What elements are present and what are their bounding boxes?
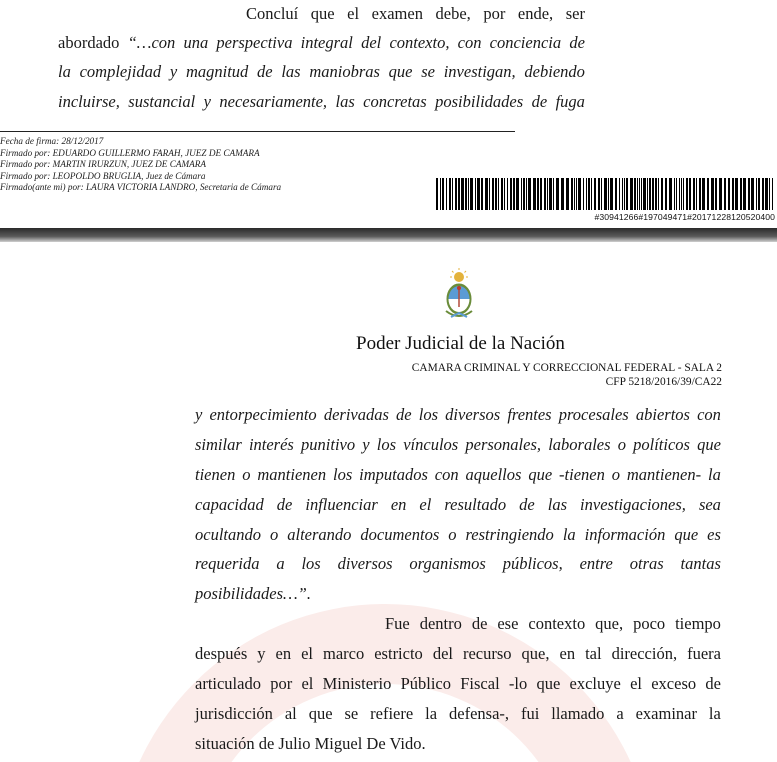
word: la	[58, 62, 71, 81]
barcode-bar	[707, 178, 709, 210]
barcode-bar	[735, 178, 738, 210]
word: laborales	[548, 435, 611, 454]
word: en	[275, 644, 292, 663]
signature-separator	[0, 131, 515, 132]
barcode-bar	[475, 178, 476, 210]
word: investigan,	[443, 62, 516, 81]
quote-line-5	[195, 525, 721, 545]
barcode-bar	[669, 178, 672, 210]
barcode-bar	[649, 178, 651, 210]
word: aquellos	[465, 465, 522, 484]
signature-farah: Firmado por: EDUARDO GUILLERMO FARAH, JUEZ DE CAMARA	[0, 147, 260, 158]
word: en	[559, 644, 576, 663]
word: influenciar	[305, 495, 378, 514]
word: públicos,	[502, 554, 563, 573]
word: con	[434, 465, 459, 484]
barcode-bar	[440, 178, 441, 210]
barcode-bar	[492, 178, 494, 210]
barcode-bar	[470, 178, 473, 210]
word: las	[281, 62, 301, 81]
barcode-bar	[571, 178, 573, 210]
word: a	[616, 704, 624, 723]
barcode-bar	[758, 178, 760, 210]
word: por	[483, 4, 506, 23]
word: ende,	[517, 4, 554, 23]
word: fuga	[555, 92, 585, 111]
word: el	[347, 4, 360, 23]
word: la	[708, 465, 721, 484]
word: de	[276, 495, 293, 514]
signature-block	[0, 136, 281, 194]
barcode-bar	[561, 178, 564, 210]
word: frentes	[507, 405, 552, 424]
barcode-bar	[728, 178, 730, 210]
word: información	[584, 525, 666, 544]
word: una	[183, 33, 209, 52]
barcode-bar	[719, 178, 722, 210]
word: incluirse,	[58, 92, 120, 111]
word: mantienen-	[626, 465, 702, 484]
barcode-bar	[446, 178, 447, 210]
barcode-bar	[665, 178, 667, 210]
barcode-bar	[501, 178, 503, 210]
barcode-bar	[540, 178, 542, 210]
word: refiere	[370, 704, 414, 723]
quote-line-2	[195, 435, 721, 455]
word: tienen	[195, 465, 236, 484]
barcode-bar	[465, 178, 467, 210]
barcode-bar	[528, 178, 531, 210]
barcode-bar	[601, 178, 602, 210]
barcode-bar	[576, 178, 577, 210]
word: tal	[585, 644, 602, 663]
word: ocultando	[195, 525, 261, 544]
word: con	[697, 405, 721, 424]
word: al	[284, 704, 297, 723]
barcode-bar	[574, 178, 575, 210]
word: de	[471, 614, 488, 633]
barcode-bar	[544, 178, 546, 210]
barcode-bar	[711, 178, 714, 210]
word: llamado	[551, 704, 605, 723]
word: el	[301, 674, 314, 693]
barcode-bar	[588, 178, 590, 210]
word: investigaciones,	[580, 495, 686, 514]
barcode-number: #30941266#197049471#20171228120520400	[594, 212, 775, 222]
barcode-bar	[526, 178, 527, 210]
page1-line-2	[58, 33, 585, 53]
word: las	[335, 92, 355, 111]
barcode-bar	[772, 178, 773, 210]
word: Público	[400, 674, 451, 693]
word: o	[270, 525, 279, 544]
quote-line-1	[195, 405, 721, 425]
word: contexto	[528, 614, 586, 633]
barcode-bar	[643, 178, 646, 210]
barcode-bar	[762, 178, 764, 210]
barcode-bar	[715, 178, 717, 210]
word: dentro	[419, 614, 462, 633]
word: y	[195, 405, 203, 424]
word: contexto,	[389, 33, 450, 52]
barcode-bar	[578, 178, 581, 210]
word: complejidad	[79, 62, 162, 81]
word: -tienen	[559, 465, 605, 484]
paragraph-line-1	[385, 614, 721, 634]
barcode-image	[436, 178, 775, 210]
word: los	[418, 405, 439, 424]
word: articulado	[195, 674, 261, 693]
barcode-bar	[769, 178, 770, 210]
word: sea	[698, 495, 721, 514]
word: y	[257, 644, 266, 663]
word: la	[425, 704, 438, 723]
barcode-bar	[630, 178, 633, 210]
word: mantienen	[257, 465, 327, 484]
word: las	[547, 495, 568, 514]
barcode-bar	[652, 178, 654, 210]
word: los	[332, 465, 353, 484]
word: recurso	[462, 644, 512, 663]
barcode-bar	[477, 178, 480, 210]
word: diversos	[445, 405, 501, 424]
word: examen	[371, 4, 423, 23]
word: que	[536, 674, 561, 693]
word: que,	[521, 644, 550, 663]
barcode-bar	[686, 178, 688, 210]
page1-line-1	[246, 4, 585, 24]
barcode-bar	[442, 178, 444, 210]
barcode-bar	[724, 178, 726, 210]
word: debe,	[435, 4, 471, 23]
word: y	[169, 62, 178, 81]
barcode-bar	[661, 178, 663, 210]
word: el	[301, 644, 313, 663]
word: los	[376, 435, 397, 454]
barcode-bar	[674, 178, 675, 210]
word: interés	[248, 435, 294, 454]
barcode-bar	[624, 178, 625, 210]
word: entorpecimiento	[209, 405, 317, 424]
barcode-bar	[615, 178, 617, 210]
word: políticos	[633, 435, 690, 454]
barcode-bar	[634, 178, 636, 210]
barcode-bar	[516, 178, 519, 210]
word: de	[569, 33, 585, 52]
barcode-bar	[647, 178, 648, 210]
barcode-bar	[553, 178, 554, 210]
barcode-bar	[696, 178, 697, 210]
word: personales,	[465, 435, 542, 454]
word: de	[519, 495, 535, 514]
case-number: CFP 5218/2016/39/CA22	[605, 375, 722, 388]
word: fui	[520, 704, 540, 723]
word: o	[448, 525, 457, 544]
barcode-bar	[537, 178, 539, 210]
word: estricto	[374, 644, 423, 663]
word: que	[308, 704, 333, 723]
word: después	[195, 644, 248, 663]
barcode-bar	[594, 178, 596, 210]
word: exceso	[651, 674, 697, 693]
barcode-bar	[547, 178, 548, 210]
barcode-bar	[598, 178, 600, 210]
word: ese	[497, 614, 519, 633]
barcode-bar	[751, 178, 754, 210]
word: de	[531, 92, 548, 111]
word: alterando	[287, 525, 352, 544]
word: imputados	[359, 465, 428, 484]
word: Ministerio	[322, 674, 392, 693]
barcode-bar	[504, 178, 505, 210]
word: Fue	[385, 614, 410, 633]
word: es	[707, 525, 721, 544]
word: por	[270, 674, 293, 693]
barcode-bar	[485, 178, 488, 210]
word: capacidad	[195, 495, 264, 514]
barcode-bar	[591, 178, 592, 210]
barcode-bar	[455, 178, 457, 210]
signature-bruglia: Firmado por: LEOPOLDO BRUGLIA, Juez de Cámara	[0, 170, 206, 181]
word: en	[390, 495, 407, 514]
word: abiertos	[635, 405, 690, 424]
page1-line-3	[58, 62, 585, 82]
barcode-bar	[619, 178, 620, 210]
signature-irurzun: Firmado por: MARTIN IRURZUN, JUEZ DE CAMARA	[0, 159, 206, 170]
barcode-bar	[740, 178, 742, 210]
paragraph-line-3	[195, 674, 721, 694]
word: punitivo	[301, 435, 356, 454]
page1-line-4	[58, 92, 585, 112]
barcode-bar	[481, 178, 483, 210]
word: similar	[195, 435, 242, 454]
word: los	[301, 554, 321, 573]
quote-line-7: posibilidades…”.	[195, 584, 311, 603]
word: “…con	[127, 33, 176, 52]
barcode-bar	[756, 178, 757, 210]
word: y	[203, 92, 211, 111]
organization-heading: Poder Judicial de la Nación	[356, 333, 565, 354]
barcode-bar	[449, 178, 451, 210]
barcode-bar	[507, 178, 508, 210]
word: Fiscal	[460, 674, 500, 693]
barcode-bar	[693, 178, 695, 210]
barcode-bar	[655, 178, 657, 210]
word: documentos	[360, 525, 440, 544]
word: debiendo	[524, 62, 585, 81]
page-2-fragment	[0, 242, 777, 762]
word: dirección,	[611, 644, 678, 663]
word: poco	[633, 614, 666, 633]
barcode-bar	[495, 178, 497, 210]
word: examinar	[635, 704, 697, 723]
barcode-bar	[510, 178, 512, 210]
word: a	[276, 554, 285, 573]
word: marco	[323, 644, 365, 663]
word: que	[697, 435, 721, 454]
word: fuera	[687, 644, 721, 663]
barcode-bar	[732, 178, 734, 210]
quote-line-6	[195, 554, 721, 574]
word: la	[708, 704, 721, 723]
word: o	[242, 465, 251, 484]
word: jurisdicción	[195, 704, 273, 723]
word: concretas	[363, 92, 427, 111]
word: tantas	[680, 554, 721, 573]
word: tiempo	[675, 614, 721, 633]
word: de	[705, 674, 721, 693]
barcode-bar	[513, 178, 515, 210]
barcode-bar	[676, 178, 677, 210]
barcode-bar	[461, 178, 464, 210]
barcode-bar	[452, 178, 453, 210]
quote-line-3	[195, 465, 721, 485]
barcode-bar	[683, 178, 684, 210]
barcode-bar	[604, 178, 607, 210]
word: la	[562, 525, 576, 544]
word: perspectiva	[216, 33, 293, 52]
word: restringiendo	[465, 525, 554, 544]
barcode-bar	[523, 178, 525, 210]
barcode-bar	[521, 178, 522, 210]
barcode-bar	[689, 178, 691, 210]
barcode-bar	[489, 178, 490, 210]
word: que,	[595, 614, 624, 633]
barcode-bar	[765, 178, 768, 210]
word: vínculos	[403, 435, 459, 454]
word: organismos	[409, 554, 486, 573]
page-1-fragment	[0, 0, 777, 228]
word: excluye	[569, 674, 621, 693]
barcode-bar	[681, 178, 682, 210]
barcode-bar	[610, 178, 613, 210]
word: requerida	[195, 554, 260, 573]
barcode-bar	[608, 178, 609, 210]
paragraph-line-4	[195, 704, 721, 724]
barcode-bar	[458, 178, 460, 210]
barcode-bar	[658, 178, 659, 210]
word: entre	[579, 554, 613, 573]
barcode-bar	[549, 178, 552, 210]
paragraph-line-2	[195, 644, 721, 664]
word: que	[528, 465, 553, 484]
word: el	[419, 495, 432, 514]
word: que	[388, 62, 413, 81]
word: ser	[565, 4, 585, 23]
word: o	[617, 435, 626, 454]
barcode-bar	[622, 178, 623, 210]
barcode-bar	[743, 178, 746, 210]
barcode-bar	[748, 178, 750, 210]
word: diversos	[337, 554, 393, 573]
word: el	[630, 674, 642, 693]
word: Concluí	[246, 4, 299, 23]
word: del	[432, 644, 453, 663]
word: maniobras	[309, 62, 380, 81]
barcode-bar	[699, 178, 701, 210]
barcode-bar	[702, 178, 705, 210]
barcode-bar	[586, 178, 587, 210]
word: necesariamente,	[219, 92, 328, 111]
barcode-bar	[533, 178, 536, 210]
court-header	[412, 362, 722, 389]
word: integral	[300, 33, 353, 52]
word: defensa-,	[449, 704, 510, 723]
barcode-bar	[498, 178, 499, 210]
word: -lo	[508, 674, 528, 693]
paragraph-line-5: situación de Julio Miguel De Vido.	[195, 734, 426, 753]
barcode-bar	[583, 178, 584, 210]
barcode-bar	[468, 178, 469, 210]
quote-line-4	[195, 495, 721, 515]
signature-date: Fecha de firma: 28/12/2017	[0, 136, 104, 146]
page-break-shadow	[0, 228, 777, 242]
word: sustancial	[128, 92, 196, 111]
word: conciencia	[489, 33, 562, 52]
barcode-bar	[556, 178, 559, 210]
word: o	[611, 465, 620, 484]
barcode-bar	[641, 178, 642, 210]
word: que	[310, 4, 335, 23]
word: procesales	[558, 405, 629, 424]
barcode-bar	[436, 178, 438, 210]
word: se	[421, 62, 435, 81]
word: del	[361, 33, 382, 52]
word: y	[362, 435, 370, 454]
word: otras	[629, 554, 664, 573]
word: magnitud	[185, 62, 249, 81]
word: que	[674, 525, 699, 544]
barcode-bar	[679, 178, 680, 210]
word: de	[396, 405, 412, 424]
signature-landro: Firmado(ante mi) por: LAURA VICTORIA LANDRO, Secretaria de Cámara	[0, 182, 282, 193]
national-coat-of-arms-icon	[438, 267, 480, 327]
barcode-bar	[626, 178, 628, 210]
word: se	[344, 704, 359, 723]
word: con	[457, 33, 482, 52]
word: posibilidades	[435, 92, 524, 111]
court-name: CAMARA CRIMINAL Y CORRECCIONAL FEDERAL - SALA 2	[411, 362, 722, 374]
word: resultado	[444, 495, 507, 514]
word: de	[257, 62, 273, 81]
barcode-bar	[637, 178, 638, 210]
barcode-bar	[639, 178, 640, 210]
barcode-bar	[566, 178, 569, 210]
word: abordado	[58, 33, 120, 52]
word: derivadas	[323, 405, 389, 424]
